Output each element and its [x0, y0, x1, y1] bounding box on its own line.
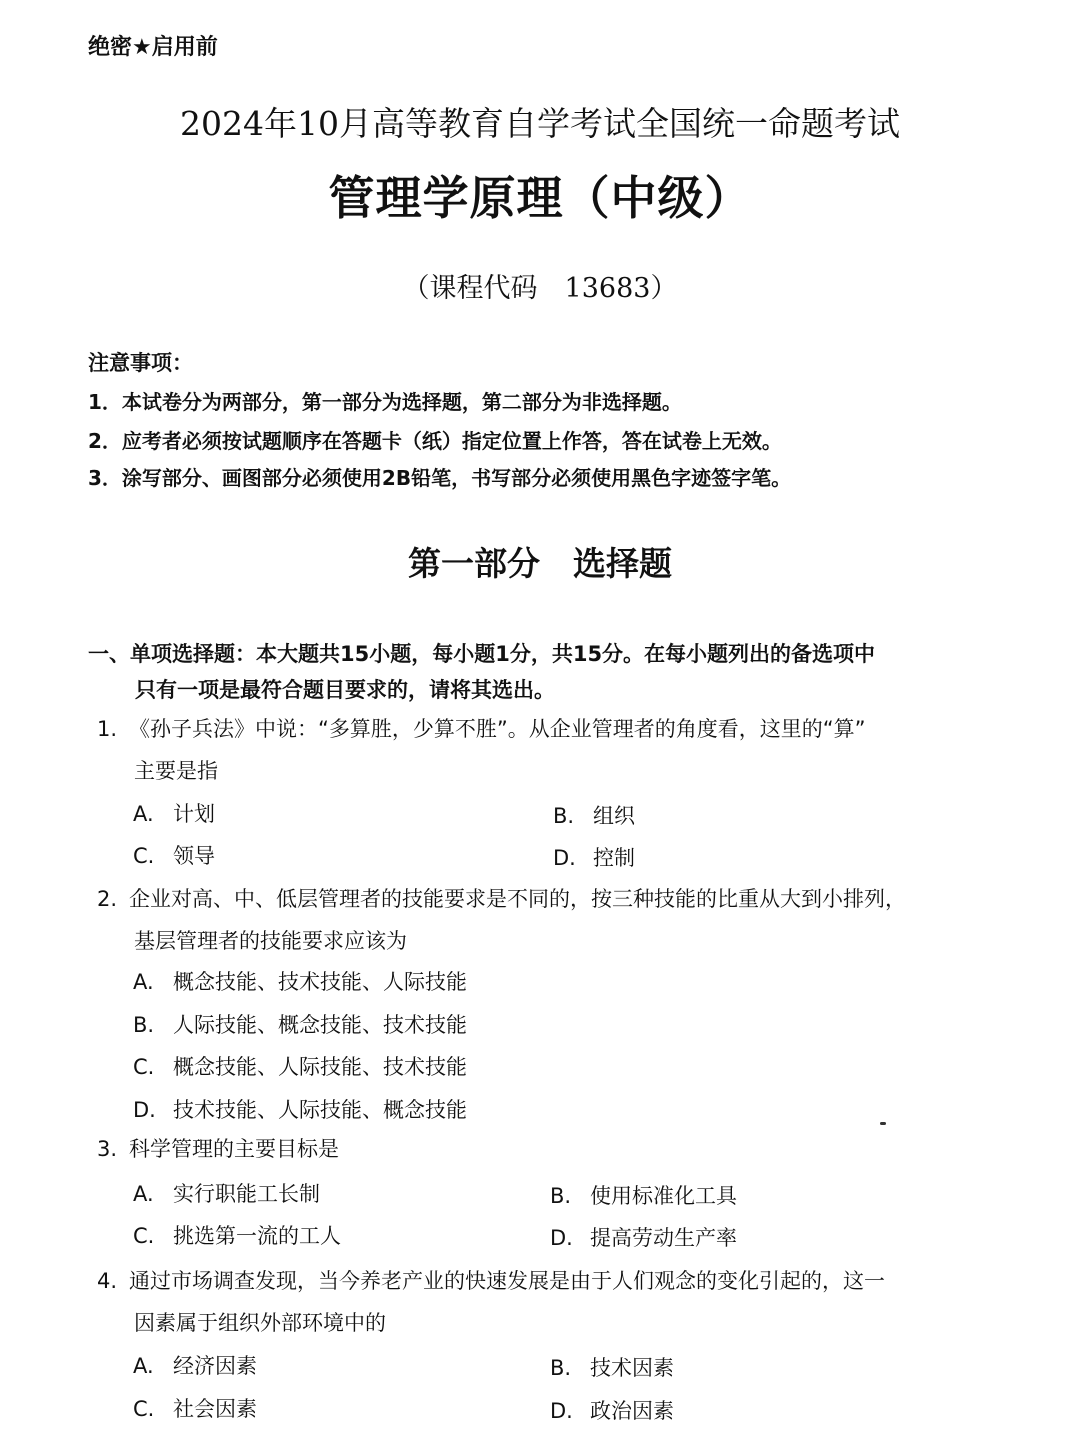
course-code: （课程代码 13683）	[402, 273, 678, 304]
question-1-option-a: A. 计划	[133, 802, 215, 826]
subject-title: 管理学原理（中级）	[328, 171, 752, 225]
question-text-line2: 基层管理者的技能要求应该为	[134, 929, 407, 953]
question-number: 2.	[97, 887, 118, 911]
question-3-option-c: C. 挑选第一流的工人	[133, 1224, 341, 1248]
question-1-option-c: C. 领导	[133, 844, 215, 868]
exam-title: 2024年10月高等教育自学考试全国统一命题考试	[180, 104, 900, 143]
note-item: 1．本试卷分为两部分，第一部分为选择题，第二部分为非选择题。	[88, 390, 682, 414]
question-1-option-d: D. 控制	[553, 846, 635, 870]
question-3-stem	[97, 1128, 997, 1170]
question-2-stem	[97, 878, 997, 962]
question-2-option-a: A. 概念技能、技术技能、人际技能	[133, 970, 467, 994]
part-title: 第一部分 选择题	[408, 544, 672, 583]
question-3-option-d: D. 提高劳动生产率	[550, 1226, 737, 1250]
question-4-option-c: C. 社会因素	[133, 1397, 257, 1421]
section-heading	[88, 636, 988, 708]
section-heading-line1: 一、单项选择题：本大题共15小题，每小题1分，共15分。在每小题列出的备选项中	[88, 642, 876, 666]
question-number: 3.	[97, 1137, 118, 1161]
question-text-line1: 科学管理的主要目标是	[129, 1137, 339, 1161]
question-1-stem	[97, 708, 997, 792]
question-2-option-d: D. 技术技能、人际技能、概念技能	[133, 1098, 467, 1122]
question-number: 1.	[97, 717, 118, 741]
confidential-label: 绝密★启用前	[88, 35, 218, 60]
question-text-line1: 《孙子兵法》中说：“多算胜，少算不胜”。从企业管理者的角度看，这里的“算”	[129, 717, 866, 741]
question-text-line2: 因素属于组织外部环境中的	[134, 1311, 386, 1335]
note-item: 2．应考者必须按试题顺序在答题卡（纸）指定位置上作答，答在试卷上无效。	[88, 429, 782, 453]
notes-title: 注意事项：	[88, 351, 193, 375]
question-3-option-b: B. 使用标准化工具	[550, 1184, 737, 1208]
question-2-option-b: B. 人际技能、概念技能、技术技能	[133, 1013, 467, 1037]
section-heading-line2: 只有一项是最符合题目要求的，请将其选出。	[135, 678, 555, 702]
question-3-option-a: A. 实行职能工长制	[133, 1182, 320, 1206]
question-4-option-d: D. 政治因素	[550, 1399, 674, 1423]
question-text-line2: 主要是指	[134, 759, 218, 783]
question-text-line1: 企业对高、中、低层管理者的技能要求是不同的，按三种技能的比重从大到小排列，	[129, 887, 906, 911]
note-item: 3．涂写部分、画图部分必须使用2B铅笔，书写部分必须使用黑色字迹签字笔。	[88, 466, 792, 490]
question-1-option-b: B. 组织	[553, 804, 635, 828]
question-4-stem	[97, 1260, 997, 1344]
question-number: 4.	[97, 1269, 118, 1293]
scan-speck	[880, 1122, 886, 1125]
question-2-option-c: C. 概念技能、人际技能、技术技能	[133, 1055, 467, 1079]
question-4-option-b: B. 技术因素	[550, 1356, 674, 1380]
question-4-option-a: A. 经济因素	[133, 1354, 257, 1378]
question-text-line1: 通过市场调查发现，当今养老产业的快速发展是由于人们观念的变化引起的，这一	[129, 1269, 885, 1293]
